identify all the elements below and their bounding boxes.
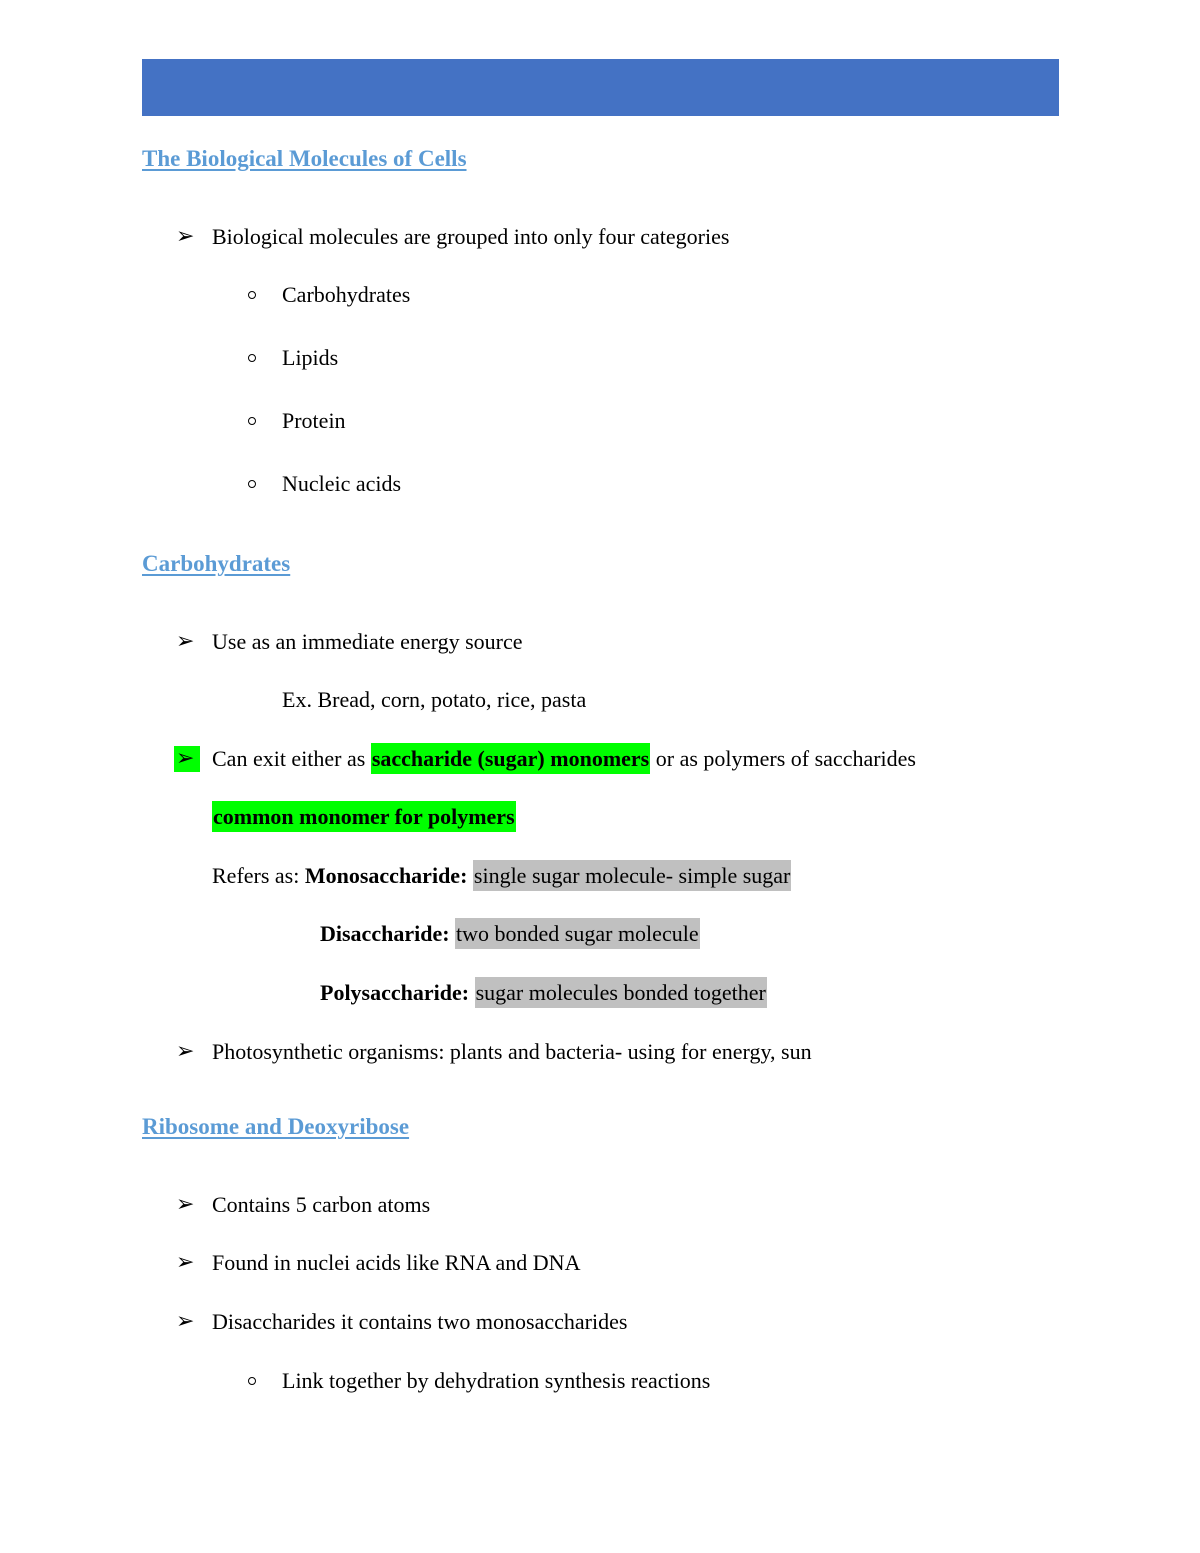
heading-ribosome-deoxyribose[interactable]: Ribosome and Deoxyribose — [142, 1114, 410, 1139]
bullet-continuation — [212, 806, 516, 828]
header-banner — [142, 59, 1059, 116]
arrowhead-icon: ➢ — [176, 629, 195, 654]
heading-biological-molecules[interactable]: The Biological Molecules of Cells — [142, 146, 467, 171]
definition-text: sugar molecules bonded together — [475, 977, 767, 1008]
example-text: Ex. Bread, corn, potato, rice, pasta — [282, 687, 587, 712]
arrowhead-icon: ➢ — [176, 1192, 195, 1217]
bullet-text-prefix: Can exit either as — [212, 746, 371, 771]
definition-text: two bonded sugar molecule — [455, 918, 700, 949]
arrowhead-icon: ➢ — [176, 1250, 195, 1275]
bullet-text: Biological molecules are grouped into only four categories — [212, 224, 730, 249]
sub-bullet-text: Carbohydrates — [282, 282, 411, 307]
bullet-text-suffix: or as polymers of saccharides — [650, 746, 916, 771]
bullet-text — [212, 748, 916, 770]
definition-text: single sugar molecule- simple sugar — [473, 860, 791, 891]
bullet-text: Disaccharides it contains two monosaccharides — [212, 1309, 628, 1334]
arrowhead-icon: ➢ — [176, 1309, 195, 1334]
arrowhead-icon: ➢ — [174, 746, 200, 772]
sub-bullet-text: Nucleic acids — [282, 471, 402, 496]
term-label: Disaccharide: — [320, 921, 450, 946]
sub-bullet-text: Lipids — [282, 345, 339, 370]
bullet-text: Use as an immediate energy source — [212, 629, 523, 654]
term-label: Monosaccharide: — [304, 863, 468, 888]
highlighted-term: saccharide (sugar) monomers — [371, 743, 650, 774]
bullet-text: Photosynthetic organisms: plants and bacteria- using for energy, sun — [212, 1039, 812, 1064]
heading-carbohydrates[interactable]: Carbohydrates — [142, 551, 291, 576]
hollow-circle-icon — [248, 1377, 256, 1385]
hollow-circle-icon — [248, 480, 256, 488]
sub-bullet-text: Protein — [282, 408, 346, 433]
highlighted-term: common monomer for polymers — [212, 801, 516, 832]
bullet-text: Found in nuclei acids like RNA and DNA — [212, 1250, 581, 1275]
hollow-circle-icon — [248, 417, 256, 425]
arrowhead-icon: ➢ — [176, 224, 195, 249]
term-label: Polysaccharide: — [320, 980, 470, 1005]
definition-line — [320, 982, 767, 1004]
sub-bullet-text: Link together by dehydration synthesis reactions — [282, 1368, 711, 1393]
refers-label: Refers as: — [212, 863, 305, 888]
definition-line — [212, 865, 791, 887]
hollow-circle-icon — [248, 354, 256, 362]
hollow-circle-icon — [248, 291, 256, 299]
bullet-text: Contains 5 carbon atoms — [212, 1192, 431, 1217]
arrowhead-icon: ➢ — [176, 1039, 195, 1064]
definition-line — [320, 923, 700, 945]
